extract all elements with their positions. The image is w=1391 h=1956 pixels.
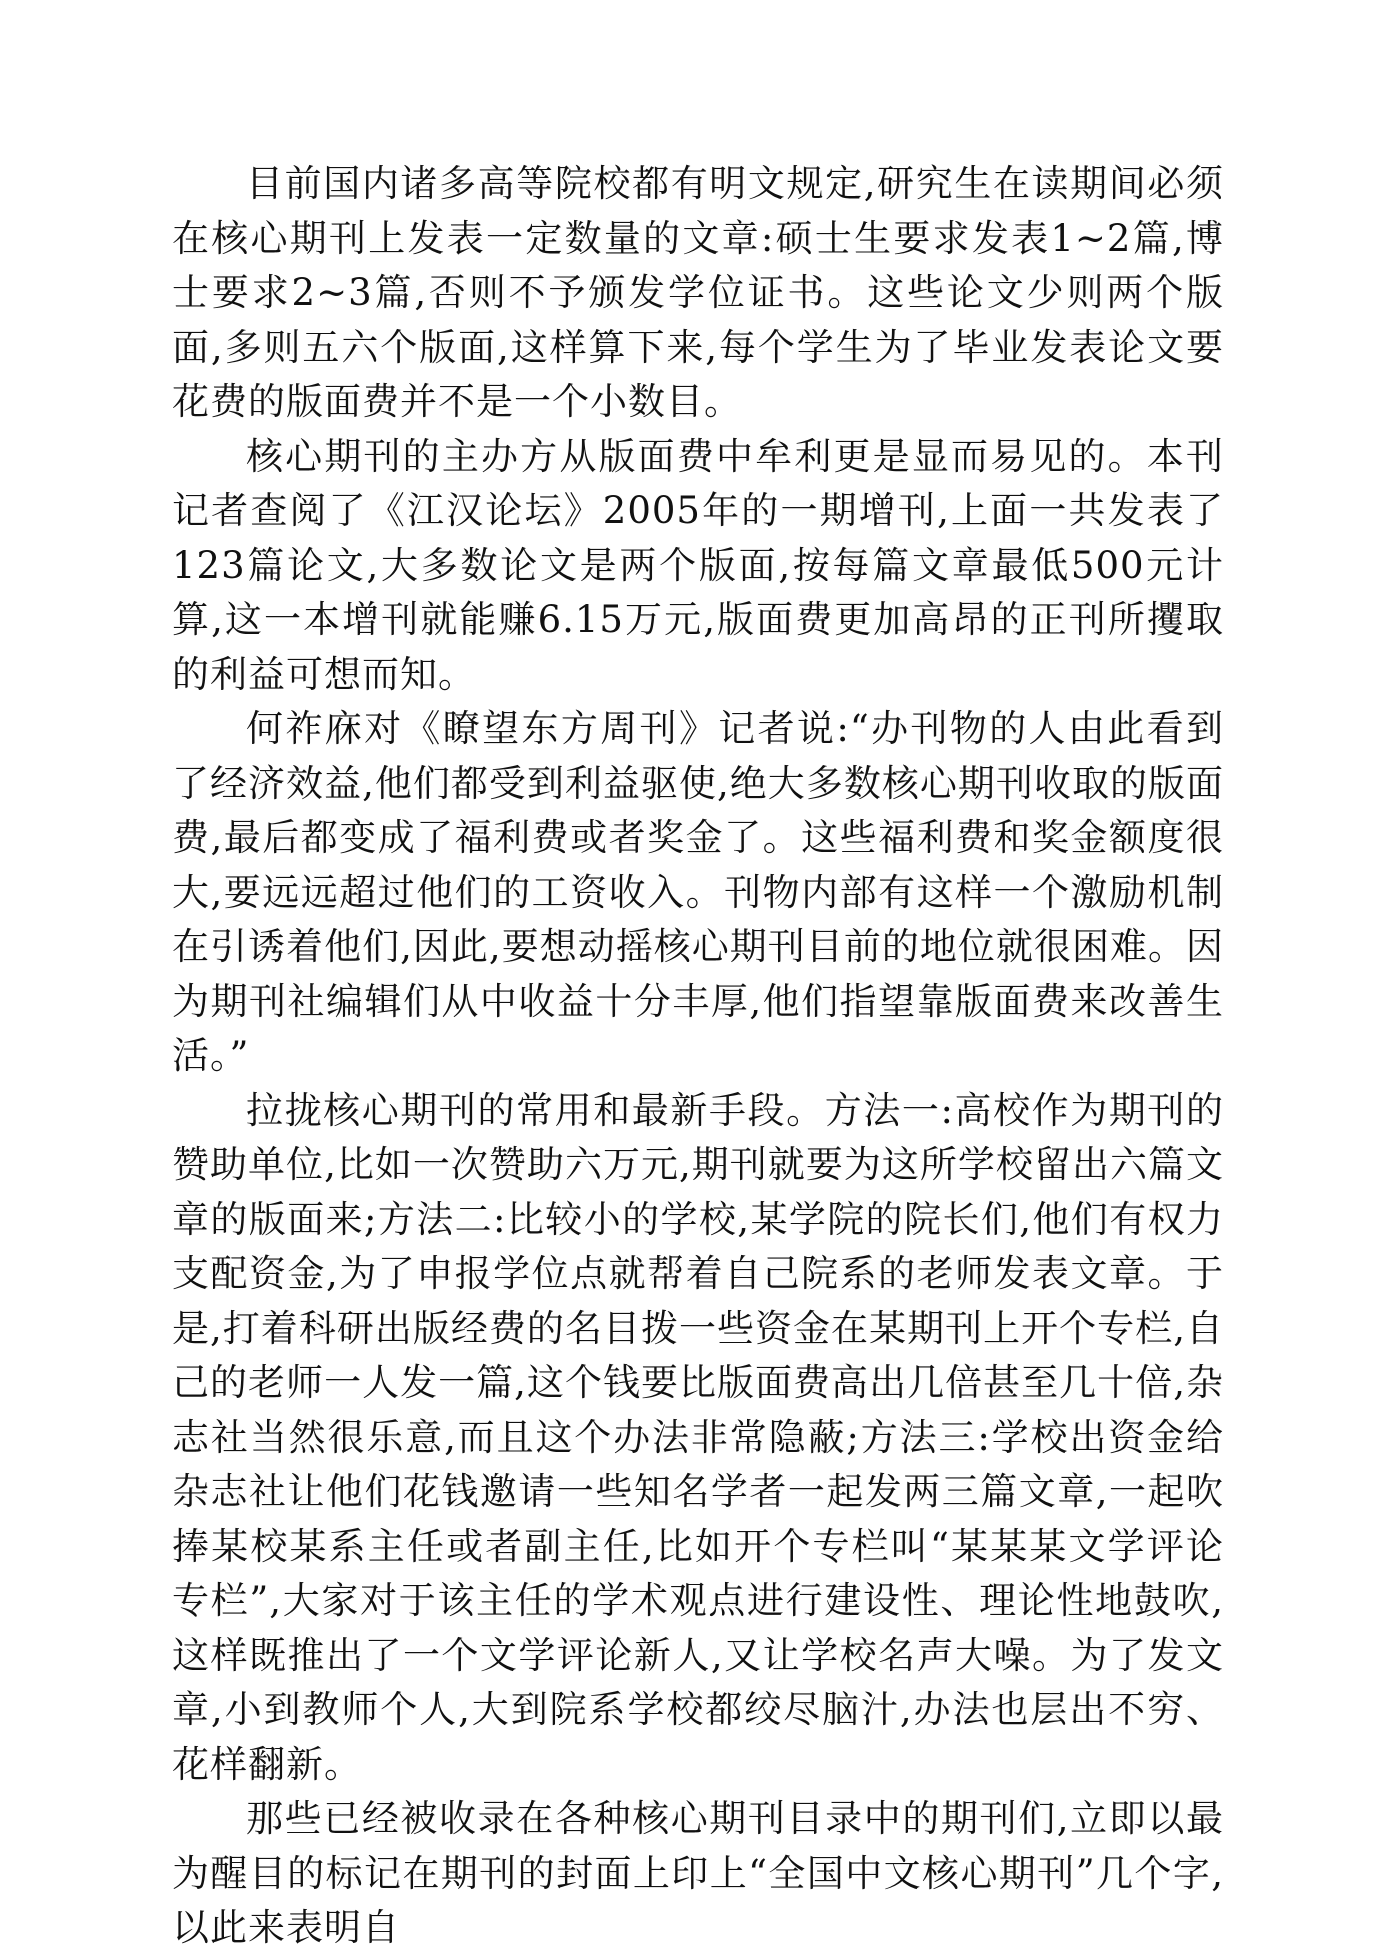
paragraph-2: 核心期刊的主办方从版面费中牟利更是显而易见的。本刊记者查阅了《江汉论坛》2005年的一期增刊,上面一共发表了123篇论文,大多数论文是两个版面,按每篇文章最低500元计算,这一本增刊就能赚6.15万元,版面费更加高昂的正刊所攫取的利益可想而知。 bbox=[172, 434, 1224, 696]
paragraph-3: 何祚庥对《瞭望东方周刊》记者说:“办刊物的人由此看到了经济效益,他们都受到利益驱使,绝大多数核心期刊收取的版面费,最后都变成了福利费或者奖金了。这些福利费和奖金额度很大,要远远超过他们的工资收入。刊物内部有这样一个激励机制在引诱着他们,因此,要想动摇核心期刊目前的地位就很困难。因为期刊社编辑们从中收益十分丰厚,他们指望靠版面费来改善生活。” bbox=[172, 707, 1224, 1077]
paragraph-5: 那些已经被收录在各种核心期刊目录中的期刊们,立即以最为醒目的标记在期刊的封面上印上“全国中文核心期刊”几个字,以此来表明自 bbox=[172, 1797, 1224, 1949]
paragraph-1: 目前国内诸多高等院校都有明文规定,研究生在读期间必须在核心期刊上发表一定数量的文章:硕士生要求发表1~2篇,博士要求2~3篇,否则不予颁发学位证书。这些论文少则两个版面,多则五六个版面,这样算下来,每个学生为了毕业发表论文要花费的版面费并不是一个小数目。 bbox=[172, 162, 1224, 423]
article-body bbox=[172, 157, 1224, 1956]
paragraph-4: 拉拢核心期刊的常用和最新手段。方法一:高校作为期刊的赞助单位,比如一次赞助六万元,期刊就要为这所学校留出六篇文章的版面来;方法二:比较小的学校,某学院的院长们,他们有权力支配资金,为了申报学位点就帮着自己院系的老师发表文章。于是,打着科研出版经费的名目拨一些资金在某期刊上开个专栏,自己的老师一人发一篇,这个钱要比版面费高出几倍甚至几十倍,杂志社当然很乐意,而且这个办法非常隐蔽;方法三:学校出资金给杂志社让他们花钱邀请一些知名学者一起发两三篇文章,一起吹捧某校某系主任或者副主任,比如开个专栏叫“某某某文学评论专栏”,大家对于该主任的学术观点进行建设性、理论性地鼓吹,这样既推出了一个文学评论新人,又让学校名声大噪。为了发文章,小到教师个人,大到院系学校都绞尽脑汁,办法也层出不穷、花样翻新。 bbox=[172, 1088, 1224, 1786]
